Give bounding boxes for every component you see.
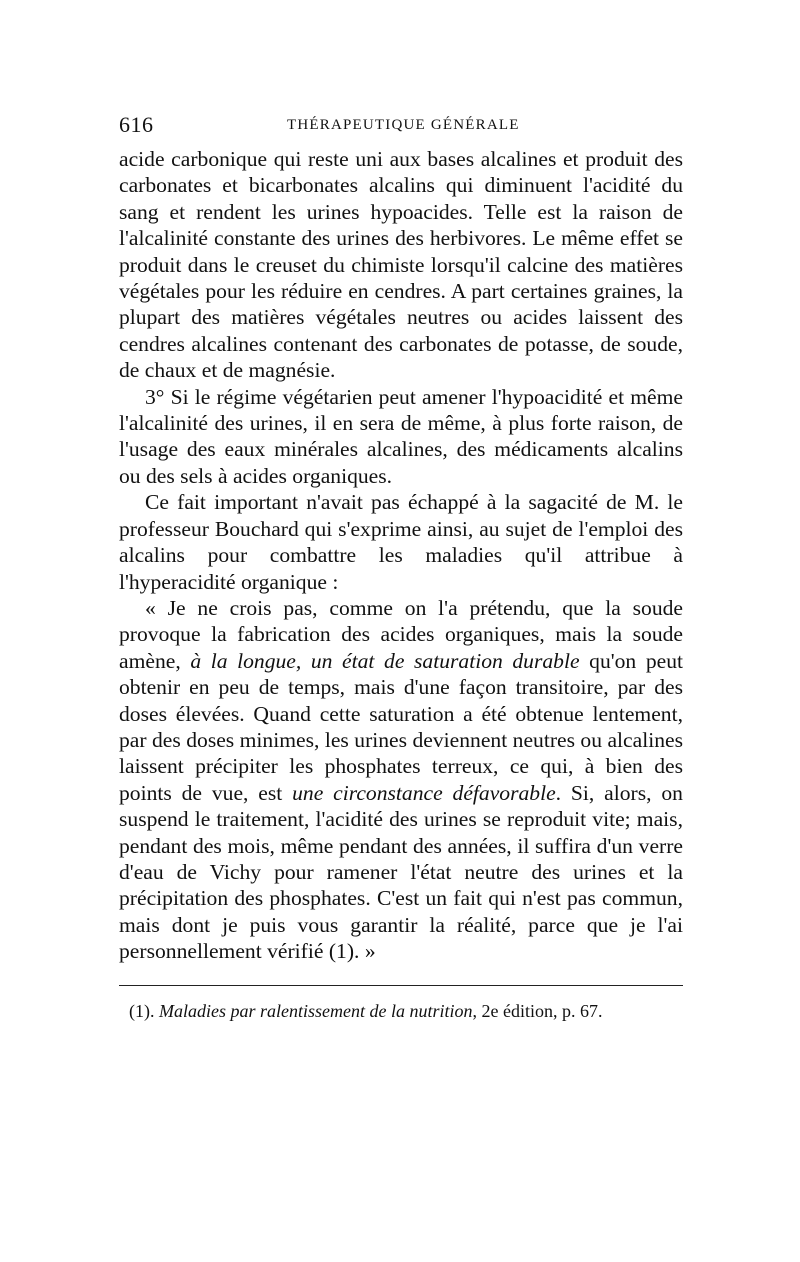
paragraph-4-quotation [119, 595, 683, 965]
footnote [119, 1000, 683, 1022]
book-page [119, 112, 683, 1022]
footnote-divider [119, 985, 683, 986]
footnote-marker: (1). [129, 1000, 155, 1021]
quote-text-middle: qu'on peut obtenir en peu de temps, mais d'une façon transitoire, par des doses élevées. Quand cette saturation a été obtenue lentement, par des doses minimes, les urines deviennent neutres ou alcalines laissent précipiter les phosphates terreux, ce qui, à bien des points de vue, est [119, 648, 683, 805]
quote-text-start: « Je ne crois pas, comme on l'a prétendu, que la soude provoque la fabrication des acides organiques, mais la soude amène, [119, 595, 683, 673]
paragraph-1: acide carbonique qui reste uni aux bases alcalines et produit des carbonates et bicarbonates alcalins qui diminuent l'acidité du sang et rendent les urines hypoacides. Telle est la raison de l'alcalinité constante des urines des herbivores. Le même effet se produit dans le creuset du chimiste lorsqu'il calcine des matières végétales pour les réduire en cendres. A part certaines graines, la plupart des matières végétales neutres ou acides laissent des cendres alcalines contenant des carbonates de potasse, de soude, de chaux et de magnésie. [119, 147, 683, 383]
paragraph-3: Ce fait important n'avait pas échappé à la sagacité de M. le professeur Bouchard qui s'exprime ainsi, au sujet de l'emploi des alcalins pour combattre les maladies qu'il attribue à l'hyperacidité organique : [119, 490, 683, 594]
paragraph-2: 3° Si le régime végétarien peut amener l'hypoacidité et même l'alcalinité des urines, il en sera de même, à plus forte raison, de l'usage des eaux minérales alcalines, des médicaments alcalins ou des sels à acides organiques. [119, 384, 683, 488]
quote-italic-phrase-1: à la longue, un état de saturation durable [190, 648, 580, 673]
footnote-edition: , 2e édition, p. 67. [472, 1000, 603, 1021]
quote-text-end: . Si, alors, on suspend le traitement, l'acidité des urines se reproduit vite; mais, pendant des mois, même pendant des années, il suffira d'un verre d'eau de Vichy pour ramener l'état neutre des urines et la précipitation des phosphates. C'est un fait qui n'est pas commun, mais dont je puis vous garantir la réalité, parce que je l'ai personnellement vérifié (1). » [119, 780, 683, 964]
page-number: 616 [119, 112, 154, 137]
body-text [119, 146, 683, 965]
quote-italic-phrase-2: une circonstance défavorable [292, 780, 556, 805]
running-title: THÉRAPEUTIQUE GÉNÉRALE [287, 117, 520, 133]
footnote-book-title: Maladies par ralentissement de la nutrition [159, 1000, 473, 1021]
running-header [119, 112, 683, 146]
